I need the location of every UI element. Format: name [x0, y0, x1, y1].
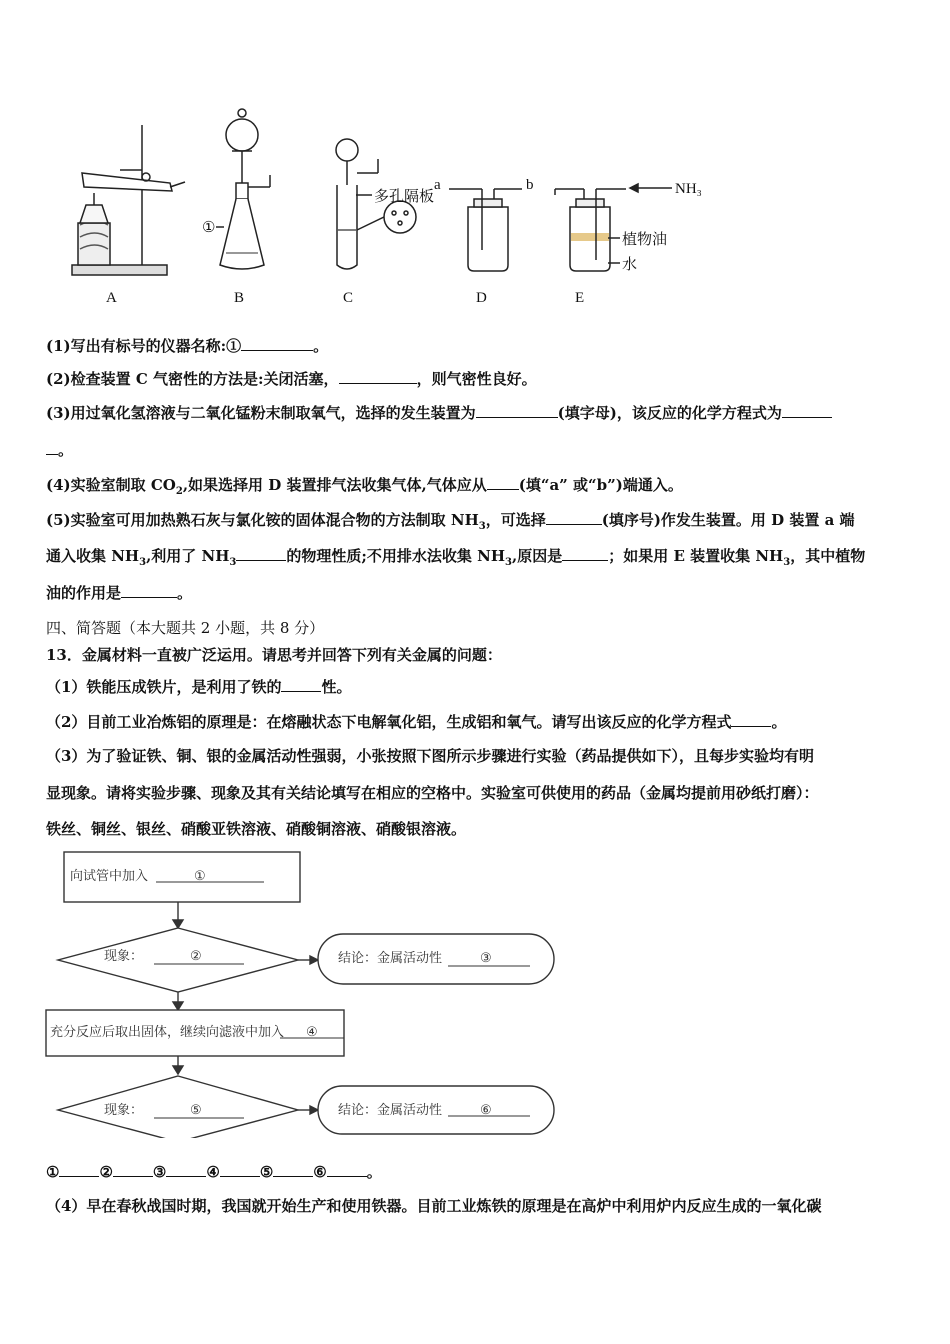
- sub-3: 3: [478, 521, 486, 532]
- port-a-label: a: [434, 177, 441, 193]
- answer-1-label: ①: [46, 1163, 60, 1181]
- answer-6-label: ⑥: [313, 1163, 327, 1181]
- circle-5: ⑤: [190, 1103, 202, 1118]
- question-1: [46, 336, 328, 356]
- q13-2-end: 。: [771, 713, 787, 731]
- nh3-label: NH₃: [675, 181, 702, 197]
- q13-2-text: （2）目前工业冶炼铝的原理是：在熔融状态下电解氧化铝，生成铝和氧气。请写出该反应的化学方程式: [46, 713, 732, 731]
- blank: [220, 1162, 260, 1177]
- flowchart: [44, 848, 564, 1138]
- q2-end: ，则气密性良好。: [416, 370, 537, 388]
- conclusion-2-text: 结论：金属活动性: [338, 1103, 443, 1118]
- question-13-4: （4）早在春秋战国时期，我国就开始生产和使用铁器。目前工业炼铁的原理是在高炉中利用炉内反应生成的一氧化碳: [46, 1197, 822, 1215]
- blank: [546, 510, 602, 525]
- q5-text-f: 的物理性质;不用排水法收集 NH: [286, 547, 506, 565]
- apparatus-d: [449, 189, 522, 271]
- step-2-text: 充分反应后取出固体，继续向滤液中加入: [50, 1025, 285, 1040]
- q5-text-c: (填序号)作发生装置。用 D 装置 a 端: [601, 511, 855, 529]
- blank: [562, 546, 608, 561]
- question-3-cont: [46, 440, 73, 460]
- blank: [731, 712, 771, 727]
- question-13-2: [46, 712, 786, 732]
- blank: [59, 1162, 99, 1177]
- label-b: B: [234, 290, 245, 306]
- q5-text-e: ,利用了 NH: [146, 547, 230, 565]
- answer-4-label: ④: [206, 1163, 220, 1181]
- circle-2: ②: [190, 949, 202, 964]
- answer-3-label: ③: [152, 1163, 167, 1181]
- blank: [327, 1162, 367, 1177]
- apparatus-b: [220, 109, 270, 269]
- blank: [241, 336, 313, 351]
- q5-text-b: ，可选择: [485, 511, 546, 529]
- question-2: [46, 369, 537, 389]
- q3-text-b: (填字母)，该反应的化学方程式为: [557, 404, 782, 422]
- sub-3: 3: [229, 557, 237, 568]
- sub-3: 3: [139, 557, 147, 568]
- q5-end: 。: [177, 584, 193, 602]
- blank: [487, 475, 519, 490]
- question-3: [46, 403, 832, 423]
- q1-text: (1)写出有标号的仪器名称:①: [46, 337, 242, 355]
- conclusion-1-text: 结论：金属活动性: [338, 951, 443, 966]
- marker-1: ①: [202, 220, 216, 236]
- porous-plate-label: 多孔隔板: [374, 189, 435, 205]
- blank: [113, 1162, 153, 1177]
- question-5-line2: [46, 546, 865, 573]
- q3-end: 。: [58, 441, 74, 459]
- blank: [121, 583, 177, 598]
- q3-text-a: (3)用过氧化氢溶液与二氧化锰粉末制取氧气，选择的发生装置为: [46, 404, 476, 422]
- q5-text-a: (5)实验室可用加热熟石灰与氯化铵的固体混合物的方法制取 NH: [46, 511, 479, 529]
- sub-3: 3: [505, 557, 512, 568]
- water-label: 水: [622, 257, 638, 273]
- label-c: C: [343, 290, 354, 306]
- blank: [273, 1162, 313, 1177]
- question-5-line3: [46, 583, 192, 603]
- blank: [236, 546, 286, 561]
- q5-text-d: 通入收集 NH: [46, 547, 140, 565]
- question-13: 13．金属材料一直被广泛运用。请思考并回答下列有关金属的问题：: [46, 646, 502, 664]
- q5-text-g: ,原因是: [512, 547, 563, 565]
- question-13-3-line2: 显现象。请将实验步骤、现象及其有关结论填写在相应的空格中。实验室可供使用的药品（金属均提前用砂纸打磨）：: [46, 784, 819, 802]
- apparatus-a: [72, 125, 185, 275]
- circle-3: ③: [480, 951, 492, 966]
- blank: [46, 440, 58, 455]
- phenomenon-1-label: 现象：: [104, 949, 144, 964]
- step-1-text: 向试管中加入: [70, 869, 149, 884]
- blank: [782, 403, 832, 418]
- label-d: D: [476, 290, 487, 306]
- blank: [281, 677, 321, 692]
- question-4: [46, 475, 683, 502]
- port-b-label: b: [526, 177, 534, 193]
- label-e: E: [575, 290, 585, 306]
- circle-4: ④: [306, 1025, 318, 1040]
- blank: [166, 1162, 206, 1177]
- q13-1-text-b: 性。: [321, 678, 352, 696]
- circle-6: ⑥: [480, 1103, 492, 1118]
- q5-text-i: ，其中植物: [790, 547, 866, 565]
- section-4-heading: 四、简答题（本大题共 2 小题，共 8 分）: [46, 619, 325, 637]
- answer-2-label: ②: [99, 1163, 113, 1181]
- question-13-3-line3: 铁丝、铜丝、银丝、硝酸亚铁溶液、硝酸铜溶液、硝酸银溶液。: [46, 820, 467, 838]
- phenomenon-2-diamond: [58, 1076, 298, 1138]
- q5-text-h: ；如果用 E 装置收集 NH: [608, 547, 784, 565]
- sub-3: 3: [783, 557, 791, 568]
- label-a: A: [106, 290, 117, 306]
- q1-end: 。: [313, 337, 329, 355]
- apparatus-figure: [60, 95, 720, 310]
- q5-text-j: 油的作用是: [46, 584, 122, 602]
- q4-text-a: (4)实验室制取 CO: [46, 476, 176, 494]
- phenomenon-1-diamond: [58, 928, 298, 992]
- blank: [476, 403, 558, 418]
- question-5: [46, 510, 855, 537]
- phenomenon-2-label: 现象：: [104, 1103, 144, 1118]
- answer-line: [46, 1162, 382, 1182]
- veg-oil-label: 植物油: [622, 232, 668, 248]
- q13-1-text-a: （1）铁能压成铁片，是利用了铁的: [46, 678, 282, 696]
- answers-end: 。: [366, 1163, 382, 1181]
- answer-5-label: ⑤: [259, 1163, 274, 1181]
- q4-text-b: ,如果选择用 D 装置排气法收集气体,气体应从: [182, 476, 487, 494]
- apparatus-e: [555, 184, 672, 271]
- circle-1: ①: [194, 869, 206, 884]
- blank: [339, 369, 417, 384]
- question-13-3-line1: （3）为了验证铁、铜、银的金属活动性强弱，小张按照下图所示步骤进行实验（药品提供如下），且每步实验均有明: [46, 747, 814, 765]
- q4-text-c: (填“a” 或“b”)端通入。: [518, 476, 683, 494]
- question-13-1: [46, 677, 351, 697]
- q2-text: (2)检查装置 C 气密性的方法是:关闭活塞，: [46, 370, 339, 388]
- sub-2: 2: [175, 486, 183, 497]
